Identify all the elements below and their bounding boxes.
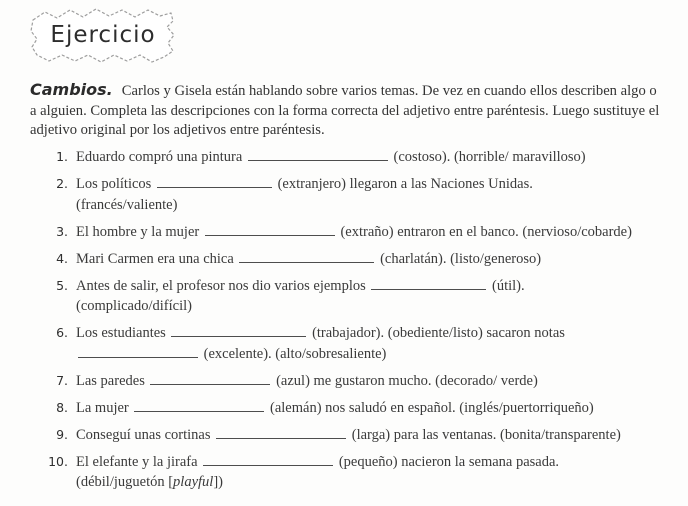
item-number: 2.: [56, 176, 68, 191]
blank-line: [134, 398, 264, 412]
page-title: Cambios.: [30, 80, 113, 99]
item-text: (extranjero) llegaron a las Naciones Unidas.: [273, 176, 533, 192]
item-text: (alemán) nos saludó en español. (inglés/puertorriqueño): [266, 399, 594, 416]
item-content: [76, 452, 678, 493]
item-content: [76, 276, 678, 317]
list-item: [42, 222, 678, 243]
blank-line: [248, 147, 388, 161]
item-line: [76, 398, 678, 419]
item-number: 1.: [56, 149, 68, 164]
item-line: [76, 472, 678, 493]
item-content: [76, 398, 678, 419]
blank-line: [205, 222, 335, 236]
item-text: (charlatán). (listo/generoso): [376, 250, 542, 267]
item-line: [76, 296, 678, 317]
list-item: [42, 147, 678, 168]
exercise-list: [42, 147, 678, 499]
list-item: [42, 276, 678, 317]
item-number: 7.: [56, 372, 68, 388]
list-item: [42, 452, 678, 493]
item-number: 10.: [48, 453, 68, 469]
item-number: 8.: [56, 399, 68, 415]
item-text: (costoso). (horrible/ maravilloso): [389, 149, 586, 165]
list-item: [42, 425, 678, 446]
item-content: [76, 371, 678, 392]
blank-line: [239, 249, 374, 263]
blank-line: [150, 371, 270, 385]
item-number: 6.: [56, 325, 68, 340]
item-line: [76, 425, 678, 446]
item-text: Los estudiantes: [76, 325, 170, 341]
instructions-text: Carlos y Gisela están hablando sobre varios temas. De vez en cuando ellos describen algo o a alguien. Completa las descripciones con la forma correcta del adjetivo entre paréntesis. Luego sustituye el adjetivo original por los adjetivos entre paréntesis.: [30, 83, 660, 138]
item-line: [76, 249, 678, 270]
exercise-badge: [26, 5, 180, 69]
item-text: (azul) me gustaron mucho. (decorado/ verde): [272, 372, 538, 389]
item-text: Conseguí unas cortinas: [76, 426, 215, 443]
item-content: [76, 174, 678, 215]
item-text: (trabajador). (obediente/listo) sacaron notas: [308, 325, 565, 341]
list-item: [42, 323, 678, 364]
blank-line: [157, 174, 272, 188]
item-text: (útil).: [488, 277, 525, 294]
instructions-paragraph: [30, 80, 662, 141]
list-item: [42, 371, 678, 392]
item-line: [76, 344, 678, 365]
item-text: Antes de salir, el profesor nos dio varios ejemplos: [76, 277, 370, 294]
item-text: (larga) para las ventanas. (bonita/transparente): [348, 426, 621, 443]
item-content: [76, 425, 678, 446]
item-content: [76, 323, 678, 364]
exercise-badge-label: Ejercicio: [50, 22, 156, 48]
item-line: [76, 371, 678, 392]
item-content: [76, 249, 678, 270]
item-text: La mujer: [76, 399, 133, 416]
item-line: [76, 323, 678, 344]
item-number: 9.: [56, 426, 68, 442]
item-line: [76, 276, 678, 297]
item-line: [76, 452, 678, 473]
blank-line: [171, 323, 306, 337]
item-text: El hombre y la mujer: [76, 223, 203, 240]
item-text: Mari Carmen era una chica: [76, 250, 238, 267]
item-line: [76, 147, 678, 168]
item-line: [76, 195, 678, 216]
item-text: Los políticos: [76, 176, 155, 192]
item-content: [76, 222, 678, 243]
item-text: (extraño) entraron en el banco. (nervioso/cobarde): [336, 223, 632, 240]
item-line: [76, 222, 678, 243]
list-item: [42, 249, 678, 270]
item-text: (débil/juguetón [: [76, 474, 174, 490]
item-number: 4.: [56, 250, 68, 266]
item-text: ]): [213, 474, 223, 490]
blank-line: [371, 276, 486, 290]
item-text: Las paredes: [76, 372, 149, 389]
item-text: (excelente). (alto/sobresaliente): [200, 345, 387, 362]
list-item: [42, 174, 678, 215]
item-text: Eduardo compró una pintura: [76, 149, 246, 165]
list-item: [42, 398, 678, 419]
blank-line: [78, 344, 198, 358]
item-line: [76, 174, 678, 195]
item-text: El elefante y la jirafa: [76, 453, 202, 470]
blank-line: [203, 452, 333, 466]
item-text-italic: playful: [173, 474, 214, 490]
item-number: 3.: [56, 223, 68, 239]
item-text: (pequeño) nacieron la semana pasada.: [335, 453, 560, 470]
item-number: 5.: [56, 277, 68, 293]
item-content: [76, 147, 678, 168]
item-text: (francés/valiente): [76, 196, 178, 213]
blank-line: [216, 425, 346, 439]
item-text: (complicado/difícil): [76, 298, 192, 314]
